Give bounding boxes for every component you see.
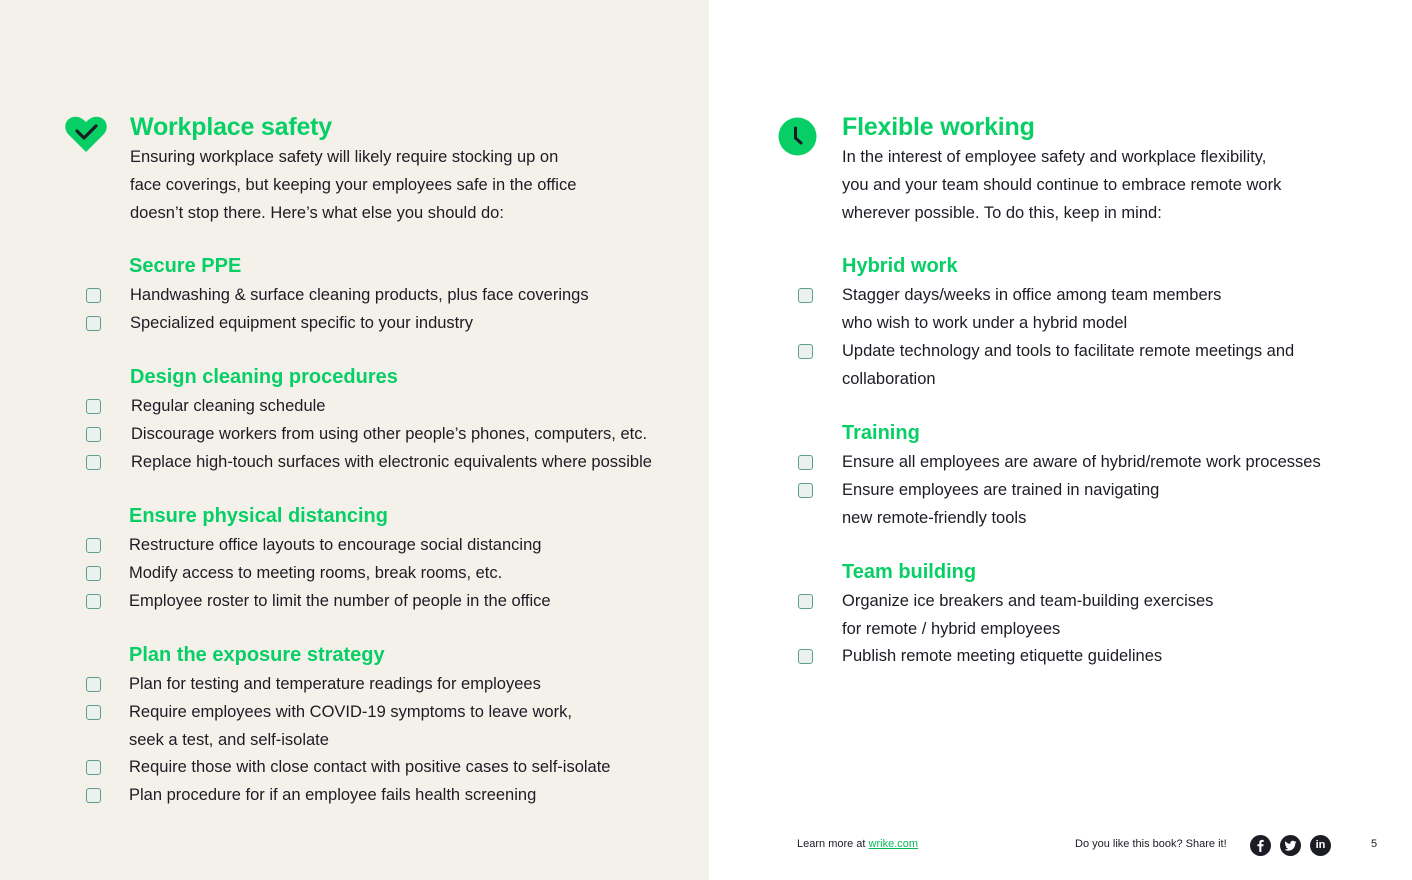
item-text: Employee roster to limit the number of people in the office (129, 592, 551, 610)
checkbox[interactable] (86, 566, 101, 581)
intro-line: In the interest of employee safety and workplace flexibility, (842, 148, 1267, 166)
item-text: Plan procedure for if an employee fails health screening (129, 786, 537, 804)
checkbox[interactable] (798, 344, 813, 359)
group-title-plan-the-exposure-strategy: Plan the exposure strategy (129, 644, 385, 666)
checkbox[interactable] (86, 760, 101, 775)
group-title-hybrid-work: Hybrid work (842, 255, 958, 277)
item-text: who wish to work under a hybrid model (842, 314, 1128, 332)
item-text: Specialized equipment specific to your industry (130, 314, 474, 332)
wrike-link[interactable]: wrike.com (868, 838, 919, 850)
item-text: seek a test, and self-isolate (129, 731, 329, 749)
item-text: Update technology and tools to facilitate remote meetings and (842, 342, 1295, 360)
group-title-secure-ppe: Secure PPE (129, 255, 242, 277)
group-title-team-building: Team building (842, 561, 977, 583)
item-text: Replace high-touch surfaces with electronic equivalents where possible (131, 453, 652, 471)
footer-learn-more (797, 838, 918, 850)
section-title-flexible-working: Flexible working (842, 113, 1035, 141)
checkbox[interactable] (86, 455, 101, 470)
checkbox[interactable] (798, 649, 813, 664)
learn-more-text: Learn more at (797, 838, 869, 850)
item-text: Stagger days/weeks in office among team members (842, 286, 1222, 304)
group-title-design-cleaning-procedures: Design cleaning procedures (130, 366, 398, 388)
section-title-workplace-safety: Workplace safety (130, 113, 332, 141)
facebook-icon[interactable] (1250, 835, 1271, 856)
checkbox[interactable] (86, 288, 101, 303)
item-text: new remote-friendly tools (842, 509, 1027, 527)
linkedin-icon[interactable]: in (1310, 835, 1331, 856)
item-text: Plan for testing and temperature readings for employees (129, 675, 541, 693)
checkbox[interactable] (86, 399, 101, 414)
item-text: Restructure office layouts to encourage social distancing (129, 536, 542, 554)
intro-line: face coverings, but keeping your employees safe in the office (130, 176, 577, 194)
item-text: Require employees with COVID-19 symptoms to leave work, (129, 703, 572, 721)
item-text: Regular cleaning schedule (131, 397, 326, 415)
item-text: for remote / hybrid employees (842, 620, 1061, 638)
item-text: Organize ice breakers and team-building exercises (842, 592, 1214, 610)
intro-line: wherever possible. To do this, keep in mind: (842, 204, 1162, 222)
item-text: Ensure employees are trained in navigating (842, 481, 1160, 499)
intro-line: doesn’t stop there. Here’s what else you should do: (130, 204, 504, 222)
section-intro-flexible-working (842, 143, 1281, 227)
checkbox[interactable] (86, 677, 101, 692)
item-text: Discourage workers from using other people’s phones, computers, etc. (131, 425, 648, 443)
section-intro-workplace-safety (130, 143, 576, 227)
checkbox[interactable] (798, 483, 813, 498)
page-number: 5 (1371, 838, 1378, 850)
heart-check-icon (64, 114, 108, 154)
checkbox[interactable] (86, 788, 101, 803)
item-text: collaboration (842, 370, 936, 388)
share-prompt: Do you like this book? Share it! (1075, 838, 1227, 850)
checkbox[interactable] (798, 288, 813, 303)
checkbox[interactable] (86, 538, 101, 553)
group-title-training: Training (842, 422, 920, 444)
checkbox[interactable] (86, 594, 101, 609)
item-text: Publish remote meeting etiquette guidelines (842, 647, 1163, 665)
checkbox[interactable] (798, 455, 813, 470)
intro-line: you and your team should continue to embrace remote work (842, 176, 1282, 194)
item-text: Handwashing & surface cleaning products, plus face coverings (130, 286, 589, 304)
clock-icon (778, 117, 817, 156)
intro-line: Ensuring workplace safety will likely require stocking up on (130, 148, 559, 166)
item-text: Ensure all employees are aware of hybrid/remote work processes (842, 453, 1321, 471)
checkbox[interactable] (86, 705, 101, 720)
item-text: Require those with close contact with positive cases to self-isolate (129, 758, 611, 776)
checkbox[interactable] (86, 316, 101, 331)
twitter-icon[interactable] (1280, 835, 1301, 856)
checkbox[interactable] (86, 427, 101, 442)
item-text: Modify access to meeting rooms, break rooms, etc. (129, 564, 503, 582)
checkbox[interactable] (798, 594, 813, 609)
group-title-ensure-physical-distancing: Ensure physical distancing (129, 505, 388, 527)
